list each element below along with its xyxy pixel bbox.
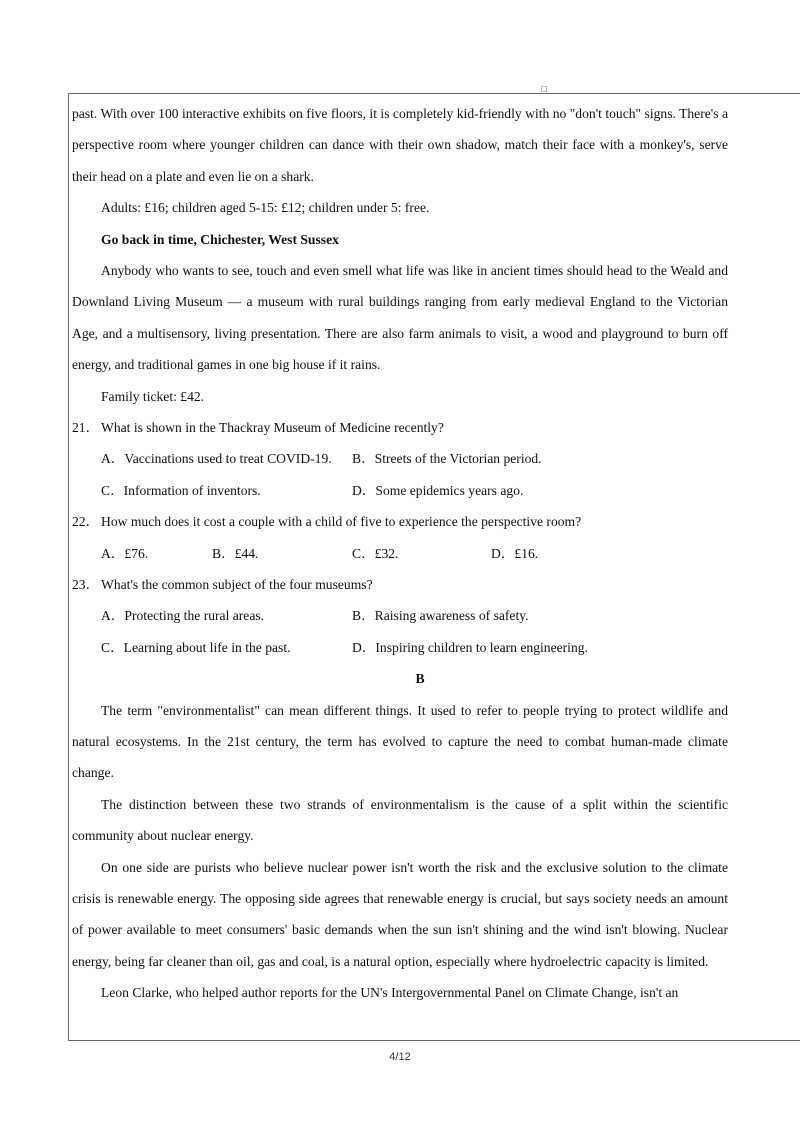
- family-ticket-price: Family ticket: £42.: [101, 388, 205, 404]
- options-row: [72, 632, 728, 663]
- question-number: 23．: [72, 577, 100, 593]
- option-c[interactable]: C．Learning about life in the past.: [101, 639, 291, 655]
- option-d[interactable]: D．Inspiring children to learn engineering.: [352, 639, 588, 655]
- option-c[interactable]: C．Information of inventors.: [101, 482, 261, 498]
- option-b[interactable]: B．Raising awareness of safety.: [352, 608, 529, 624]
- passage-b-paragraph: The distinction between these two strands of environmentalism is the cause of a split within the scientific community about nuclear energy.: [72, 796, 728, 844]
- passage-b-paragraph: On one side are purists who believe nuclear power isn't worth the risk and the exclusive solution to the climate crisis is renewable energy. The opposing side agrees that renewable energy is crucial, but says society needs an amount of power available to meet consumers' basic demands when the sun isn't shining and the wind isn't blowing. Nuclear energy, being far cleaner than oil, gas and coal, is a natural option, especially where hydroelectric capacity is limited.: [72, 859, 728, 969]
- options-row: [72, 600, 728, 631]
- options-row: [72, 538, 728, 569]
- question-text: What's the common subject of the four museums?: [101, 577, 373, 593]
- section-b-heading: B: [415, 671, 425, 687]
- page-number: 4/12: [389, 1051, 411, 1063]
- frame-top-border: [68, 93, 800, 94]
- frame-bottom-border: [68, 1040, 800, 1041]
- question-23: [72, 569, 728, 600]
- options-row: [72, 475, 728, 506]
- option-a[interactable]: A．£76.: [101, 545, 149, 561]
- option-a[interactable]: A．Protecting the rural areas.: [101, 608, 265, 624]
- corner-mark: □: [541, 85, 548, 93]
- question-number: 22．: [72, 514, 100, 530]
- adult-child-prices: Adults: £16; children aged 5-15: £12; children under 5: free.: [101, 200, 430, 216]
- passage-b-paragraph: The term "environmentalist" can mean different things. It used to refer to people trying to protect wildlife and natural ecosystems. In the 21st century, the term has evolved to capture the need to combat human-made climate change.: [72, 702, 728, 781]
- passage-b-paragraph: Leon Clarke, who helped author reports for the UN's Intergovernmental Panel on Climate Change, isn't an: [101, 985, 679, 1001]
- option-b[interactable]: B．£44.: [212, 545, 259, 561]
- passage-a-paragraph: Anybody who wants to see, touch and even smell what life was like in ancient times should head to the Weald and Downland Living Museum — a museum with rural buildings ranging from early medieval England to the Victorian Age, and a multisensory, living presentation. There are also farm animals to visit, a wood and playground to burn off energy, and traditional games in one big house if it rains.: [72, 263, 728, 373]
- museum-heading: Go back in time, Chichester, West Sussex: [101, 231, 339, 247]
- frame-left-border: [68, 93, 69, 1040]
- option-d[interactable]: D．£16.: [491, 545, 539, 561]
- question-text: What is shown in the Thackray Museum of Medicine recently?: [101, 420, 444, 436]
- option-a[interactable]: A．Vaccinations used to treat COVID-19.: [101, 451, 332, 467]
- question-number: 21．: [72, 420, 100, 436]
- page-content: [72, 98, 728, 1009]
- options-row: [72, 443, 728, 474]
- option-b[interactable]: B．Streets of the Victorian period.: [352, 451, 542, 467]
- passage-a-paragraph: past. With over 100 interactive exhibits on five floors, it is completely kid-friendly with no "don't touch" signs. There's a perspective room where younger children can dance with their own shadow, match their face with a monkey's, serve their head on a plate and even lie on a shark.: [72, 106, 728, 184]
- question-text: How much does it cost a couple with a child of five to experience the perspective room?: [101, 514, 582, 530]
- question-21: [72, 412, 728, 443]
- option-d[interactable]: D．Some epidemics years ago.: [352, 482, 524, 498]
- question-22: [72, 506, 728, 537]
- option-c[interactable]: C．£32.: [352, 545, 399, 561]
